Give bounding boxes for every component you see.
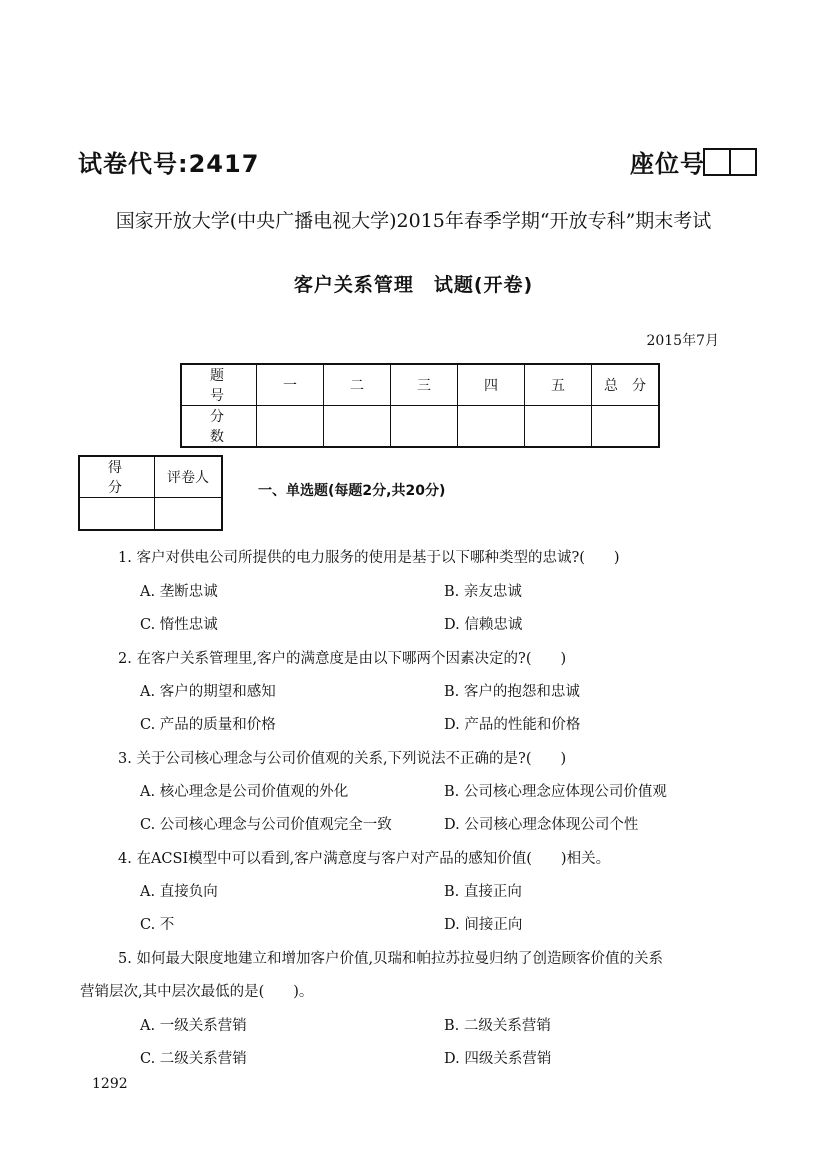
- question-5-option-a[interactable]: A. 一级关系营销: [140, 1018, 247, 1034]
- question-5-continuation: 营销层次,其中层次最低的是( )。: [80, 984, 314, 1000]
- question-5-option-b[interactable]: B. 二级关系营销: [444, 1018, 551, 1034]
- question-4-option-c[interactable]: C. 不: [140, 917, 175, 933]
- question-5-option-d[interactable]: D. 四级关系营销: [444, 1051, 552, 1067]
- table-row: [181, 406, 659, 448]
- section-heading: 一、单选题(每题2分,共20分): [258, 483, 446, 499]
- question-1-option-d[interactable]: D. 信赖忠诚: [444, 617, 523, 633]
- score-cell[interactable]: [525, 406, 592, 448]
- score-label: 得 分: [79, 456, 155, 498]
- score-row-header: 分 数: [181, 406, 257, 448]
- seat-number-box[interactable]: [729, 148, 757, 176]
- seat-number-box[interactable]: [703, 148, 731, 176]
- score-table: [180, 363, 660, 448]
- column-header: 一: [257, 364, 324, 406]
- table-row: [79, 456, 222, 498]
- question-4-option-b[interactable]: B. 直接正向: [444, 884, 522, 900]
- seat-number-label: 座位号: [630, 150, 705, 178]
- subject-title: 客户关系管理 试题(开卷): [293, 274, 534, 296]
- question-3-option-c[interactable]: C. 公司核心理念与公司价值观完全一致: [140, 817, 392, 833]
- question-4: 4. 在ACSI模型中可以看到,客户满意度与客户对产品的感知价值( )相关。: [118, 851, 611, 867]
- question-1: 1. 客户对供电公司所提供的电力服务的使用是基于以下哪种类型的忠诚?( ): [118, 550, 620, 566]
- column-header: 二: [324, 364, 391, 406]
- grader-table: [78, 455, 223, 531]
- table-row: [79, 498, 222, 531]
- score-cell[interactable]: [458, 406, 525, 448]
- question-3-option-b[interactable]: B. 公司核心理念应体现公司价值观: [444, 784, 667, 800]
- column-header: 三: [391, 364, 458, 406]
- seat-number-field: [630, 144, 757, 179]
- table-row: [181, 364, 659, 406]
- grader-label: 评卷人: [155, 456, 223, 498]
- question-2-option-c[interactable]: C. 产品的质量和价格: [140, 717, 276, 733]
- question-4-option-d[interactable]: D. 间接正向: [444, 917, 523, 933]
- grader-cell[interactable]: [155, 498, 223, 531]
- question-5: 5. 如何最大限度地建立和增加客户价值,贝瑞和帕拉苏拉曼归纳了创造顾客价值的关系: [118, 951, 664, 967]
- question-3: 3. 关于公司核心理念与公司价值观的关系,下列说法不正确的是?( ): [118, 751, 567, 767]
- question-2-option-b[interactable]: B. 客户的抱怨和忠诚: [444, 684, 580, 700]
- score-cell[interactable]: [324, 406, 391, 448]
- question-3-option-a[interactable]: A. 核心理念是公司价值观的外化: [140, 784, 349, 800]
- question-2-option-a[interactable]: A. 客户的期望和感知: [140, 684, 276, 700]
- question-1-option-c[interactable]: C. 惰性忠诚: [140, 617, 218, 633]
- column-header: 五: [525, 364, 592, 406]
- score-cell[interactable]: [257, 406, 324, 448]
- exam-title: 国家开放大学(中央广播电视大学)2015年春季学期“开放专科”期末考试: [115, 210, 712, 232]
- question-5-option-c[interactable]: C. 二级关系营销: [140, 1051, 247, 1067]
- question-number-header: 题 号: [181, 364, 257, 406]
- page-number: 1292: [92, 1076, 128, 1092]
- question-2-option-d[interactable]: D. 产品的性能和价格: [444, 717, 581, 733]
- question-4-option-a[interactable]: A. 直接负向: [140, 884, 218, 900]
- exam-date: 2015年7月: [646, 333, 719, 349]
- question-2: 2. 在客户关系管理里,客户的满意度是由以下哪两个因素决定的?( ): [118, 651, 567, 667]
- score-cell[interactable]: [391, 406, 458, 448]
- paper-code: 试卷代号:2417: [78, 150, 260, 178]
- column-header-total: 总 分: [592, 364, 660, 406]
- score-cell[interactable]: [79, 498, 155, 531]
- question-1-option-a[interactable]: A. 垄断忠诚: [140, 584, 218, 600]
- question-1-option-b[interactable]: B. 亲友忠诚: [444, 584, 522, 600]
- column-header: 四: [458, 364, 525, 406]
- question-3-option-d[interactable]: D. 公司核心理念体现公司个性: [444, 817, 639, 833]
- score-cell[interactable]: [592, 406, 660, 448]
